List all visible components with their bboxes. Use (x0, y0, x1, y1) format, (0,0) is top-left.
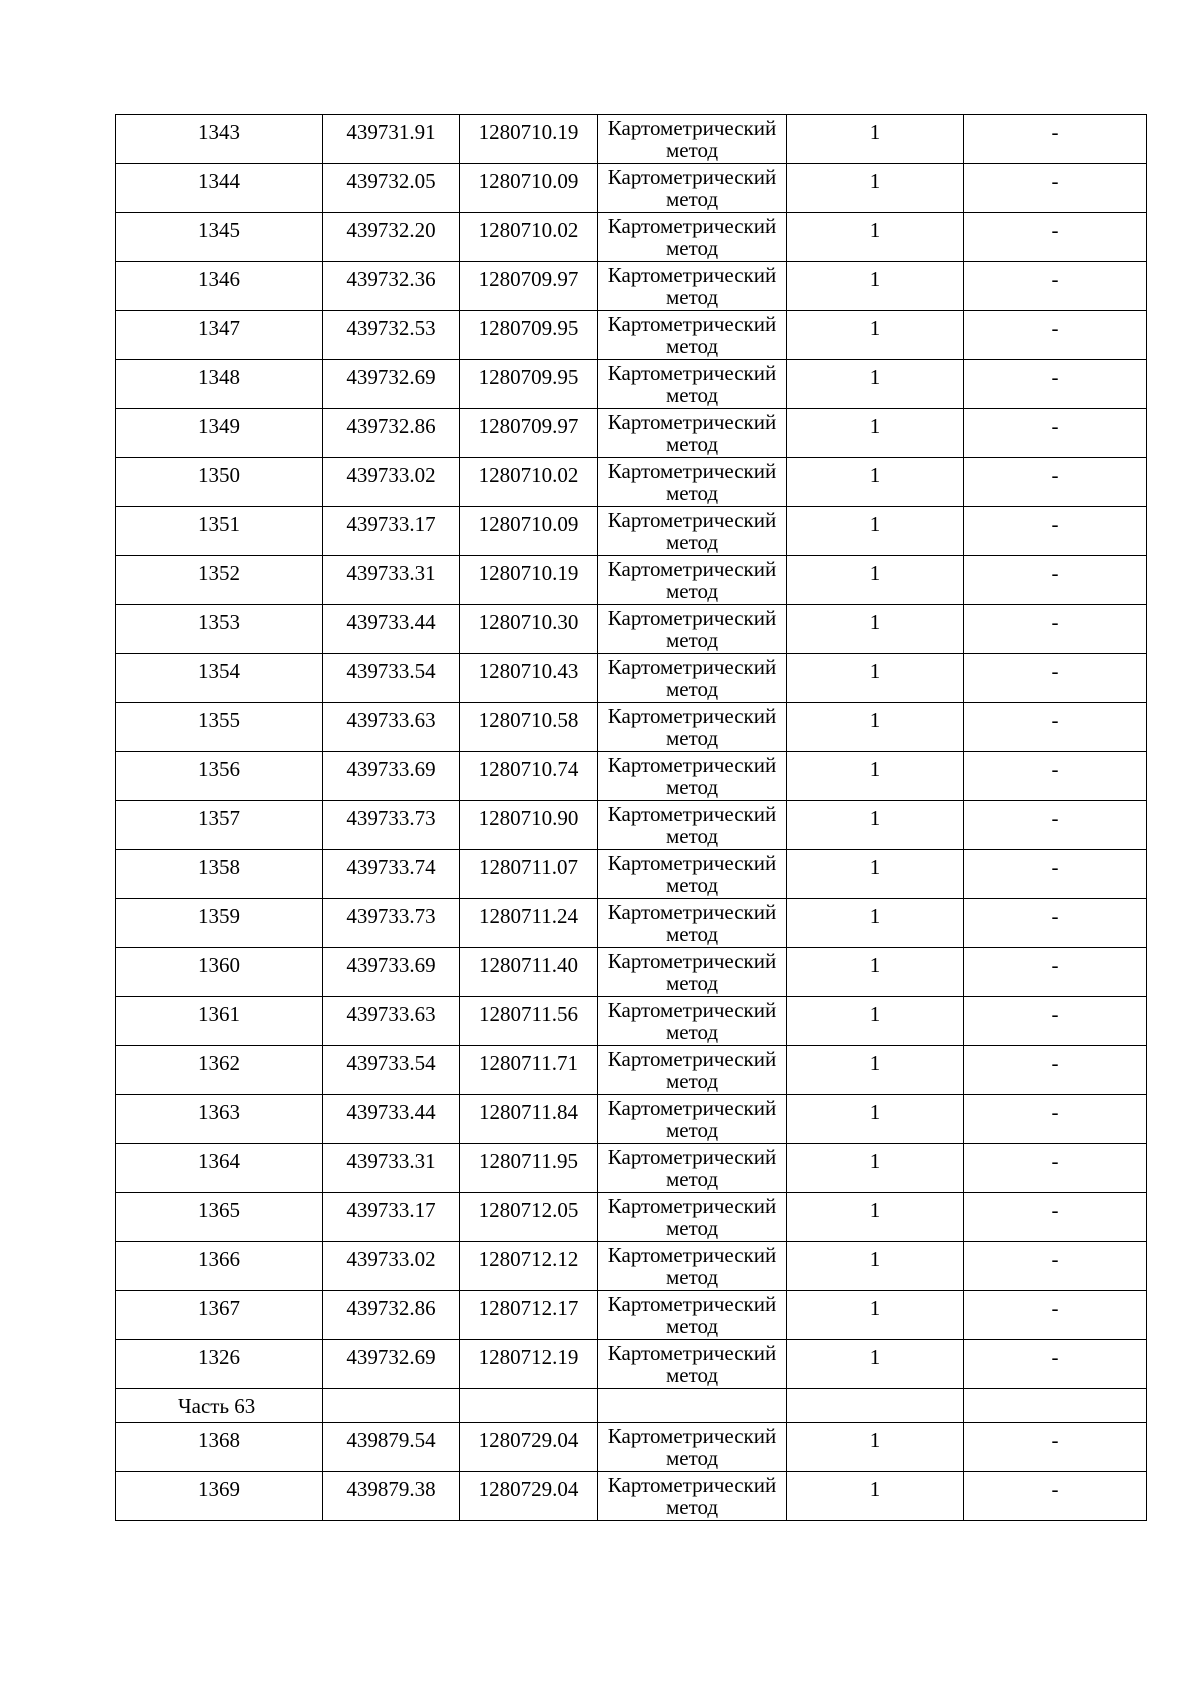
note-cell: - (964, 752, 1147, 801)
method-line-1: Картометрический (607, 949, 777, 973)
table-row (116, 311, 1147, 360)
note-cell: - (964, 360, 1147, 409)
point-number-cell: 1363 (116, 1095, 323, 1144)
accuracy-cell: 1 (787, 115, 964, 164)
y-coordinate-cell: 1280710.02 (460, 458, 598, 507)
accuracy-cell: 1 (787, 164, 964, 213)
x-coordinate-cell: 439733.54 (323, 654, 460, 703)
method-cell (598, 1144, 787, 1193)
accuracy-cell: 1 (787, 1291, 964, 1340)
y-coordinate-cell: 1280712.05 (460, 1193, 598, 1242)
note-cell: - (964, 311, 1147, 360)
accuracy-cell: 1 (787, 311, 964, 360)
method-cell (598, 1095, 787, 1144)
method-line-2: метод (665, 481, 719, 505)
method-line-2: метод (665, 334, 719, 358)
method-cell (598, 703, 787, 752)
table-row (116, 899, 1147, 948)
table-row (116, 262, 1147, 311)
y-coordinate-cell: 1280710.02 (460, 213, 598, 262)
note-cell: - (964, 164, 1147, 213)
section-empty-cell (323, 1389, 460, 1423)
method-cell (598, 1046, 787, 1095)
y-coordinate-cell: 1280709.95 (460, 360, 598, 409)
method-line-1: Картометрический (607, 998, 777, 1022)
y-coordinate-cell: 1280710.43 (460, 654, 598, 703)
accuracy-cell: 1 (787, 213, 964, 262)
method-line-1: Картометрический (607, 1424, 777, 1448)
table-row (116, 948, 1147, 997)
method-cell (598, 1472, 787, 1521)
x-coordinate-cell: 439733.44 (323, 605, 460, 654)
method-line-2: метод (665, 1020, 719, 1044)
note-cell: - (964, 605, 1147, 654)
point-number-cell: 1354 (116, 654, 323, 703)
method-line-2: метод (665, 432, 719, 456)
x-coordinate-cell: 439733.73 (323, 801, 460, 850)
y-coordinate-cell: 1280711.56 (460, 997, 598, 1046)
note-cell: - (964, 899, 1147, 948)
coordinates-table-body (116, 115, 1147, 1521)
accuracy-cell: 1 (787, 1423, 964, 1472)
x-coordinate-cell: 439733.02 (323, 458, 460, 507)
accuracy-cell: 1 (787, 1340, 964, 1389)
x-coordinate-cell: 439732.20 (323, 213, 460, 262)
y-coordinate-cell: 1280711.84 (460, 1095, 598, 1144)
note-cell: - (964, 115, 1147, 164)
table-row (116, 1423, 1147, 1472)
y-coordinate-cell: 1280709.97 (460, 262, 598, 311)
method-cell (598, 948, 787, 997)
y-coordinate-cell: 1280710.09 (460, 507, 598, 556)
x-coordinate-cell: 439733.63 (323, 997, 460, 1046)
table-row (116, 654, 1147, 703)
y-coordinate-cell: 1280709.95 (460, 311, 598, 360)
method-line-1: Картометрический (607, 263, 777, 287)
method-line-1: Картометрический (607, 655, 777, 679)
y-coordinate-cell: 1280710.90 (460, 801, 598, 850)
y-coordinate-cell: 1280711.24 (460, 899, 598, 948)
point-number-cell: 1366 (116, 1242, 323, 1291)
note-cell: - (964, 948, 1147, 997)
method-line-2: метод (665, 1495, 719, 1519)
method-line-2: метод (665, 628, 719, 652)
y-coordinate-cell: 1280711.71 (460, 1046, 598, 1095)
point-number-cell: 1359 (116, 899, 323, 948)
method-line-2: метод (665, 1069, 719, 1093)
table-row (116, 605, 1147, 654)
table-row (116, 850, 1147, 899)
point-number-cell: 1347 (116, 311, 323, 360)
table-row (116, 507, 1147, 556)
method-cell (598, 409, 787, 458)
x-coordinate-cell: 439733.63 (323, 703, 460, 752)
x-coordinate-cell: 439732.69 (323, 360, 460, 409)
x-coordinate-cell: 439733.73 (323, 899, 460, 948)
method-line-1: Картометрический (607, 1292, 777, 1316)
table-row (116, 360, 1147, 409)
accuracy-cell: 1 (787, 605, 964, 654)
note-cell: - (964, 1291, 1147, 1340)
coordinates-table (115, 114, 1147, 1521)
section-empty-cell (460, 1389, 598, 1423)
table-row (116, 1291, 1147, 1340)
method-cell (598, 752, 787, 801)
y-coordinate-cell: 1280711.07 (460, 850, 598, 899)
accuracy-cell: 1 (787, 409, 964, 458)
method-line-1: Картометрический (607, 361, 777, 385)
x-coordinate-cell: 439733.44 (323, 1095, 460, 1144)
method-line-1: Картометрический (607, 1243, 777, 1267)
x-coordinate-cell: 439732.36 (323, 262, 460, 311)
method-line-2: метод (665, 530, 719, 554)
x-coordinate-cell: 439733.69 (323, 948, 460, 997)
table-row (116, 458, 1147, 507)
y-coordinate-cell: 1280709.97 (460, 409, 598, 458)
point-number-cell: 1353 (116, 605, 323, 654)
x-coordinate-cell: 439732.86 (323, 409, 460, 458)
x-coordinate-cell: 439879.38 (323, 1472, 460, 1521)
accuracy-cell: 1 (787, 1472, 964, 1521)
method-line-1: Картометрический (607, 410, 777, 434)
method-cell (598, 1423, 787, 1472)
x-coordinate-cell: 439732.86 (323, 1291, 460, 1340)
method-cell (598, 556, 787, 605)
y-coordinate-cell: 1280712.19 (460, 1340, 598, 1389)
table-row (116, 1472, 1147, 1521)
point-number-cell: 1358 (116, 850, 323, 899)
x-coordinate-cell: 439733.17 (323, 1193, 460, 1242)
point-number-cell: 1349 (116, 409, 323, 458)
note-cell: - (964, 1340, 1147, 1389)
note-cell: - (964, 507, 1147, 556)
point-number-cell: 1362 (116, 1046, 323, 1095)
y-coordinate-cell: 1280710.58 (460, 703, 598, 752)
method-line-1: Картометрический (607, 1096, 777, 1120)
method-line-1: Картометрический (607, 704, 777, 728)
method-cell (598, 850, 787, 899)
method-line-2: метод (665, 922, 719, 946)
method-cell (598, 213, 787, 262)
accuracy-cell: 1 (787, 752, 964, 801)
accuracy-cell: 1 (787, 703, 964, 752)
method-cell (598, 1340, 787, 1389)
method-cell (598, 605, 787, 654)
point-number-cell: 1348 (116, 360, 323, 409)
x-coordinate-cell: 439733.54 (323, 1046, 460, 1095)
section-row (116, 1389, 1147, 1423)
y-coordinate-cell: 1280712.12 (460, 1242, 598, 1291)
accuracy-cell: 1 (787, 899, 964, 948)
table-row (116, 1046, 1147, 1095)
y-coordinate-cell: 1280710.30 (460, 605, 598, 654)
point-number-cell: 1355 (116, 703, 323, 752)
method-line-2: метод (665, 187, 719, 211)
note-cell: - (964, 409, 1147, 458)
table-row (116, 703, 1147, 752)
note-cell: - (964, 801, 1147, 850)
note-cell: - (964, 654, 1147, 703)
method-line-1: Картометрический (607, 1047, 777, 1071)
x-coordinate-cell: 439733.02 (323, 1242, 460, 1291)
method-cell (598, 801, 787, 850)
note-cell: - (964, 703, 1147, 752)
note-cell: - (964, 556, 1147, 605)
method-line-1: Картометрический (607, 1145, 777, 1169)
method-line-2: метод (665, 873, 719, 897)
point-number-cell: 1369 (116, 1472, 323, 1521)
y-coordinate-cell: 1280710.74 (460, 752, 598, 801)
method-line-2: метод (665, 1446, 719, 1470)
method-cell (598, 360, 787, 409)
method-cell (598, 458, 787, 507)
method-line-2: метод (665, 236, 719, 260)
point-number-cell: 1350 (116, 458, 323, 507)
x-coordinate-cell: 439733.31 (323, 1144, 460, 1193)
section-empty-cell (787, 1389, 964, 1423)
method-cell (598, 997, 787, 1046)
accuracy-cell: 1 (787, 458, 964, 507)
y-coordinate-cell: 1280710.19 (460, 115, 598, 164)
method-line-2: метод (665, 1216, 719, 1240)
method-line-2: метод (665, 677, 719, 701)
method-line-1: Картометрический (607, 312, 777, 336)
table-row (116, 409, 1147, 458)
table-row (116, 213, 1147, 262)
method-line-1: Картометрический (607, 1194, 777, 1218)
note-cell: - (964, 1193, 1147, 1242)
section-label: Часть 63 (116, 1389, 323, 1423)
accuracy-cell: 1 (787, 507, 964, 556)
point-number-cell: 1361 (116, 997, 323, 1046)
method-cell (598, 115, 787, 164)
accuracy-cell: 1 (787, 1095, 964, 1144)
accuracy-cell: 1 (787, 556, 964, 605)
x-coordinate-cell: 439732.53 (323, 311, 460, 360)
section-empty-cell (964, 1389, 1147, 1423)
accuracy-cell: 1 (787, 997, 964, 1046)
method-line-1: Картометрический (607, 459, 777, 483)
x-coordinate-cell: 439733.69 (323, 752, 460, 801)
table-row (116, 556, 1147, 605)
y-coordinate-cell: 1280729.04 (460, 1423, 598, 1472)
table-row (116, 1242, 1147, 1291)
x-coordinate-cell: 439733.31 (323, 556, 460, 605)
table-row (116, 164, 1147, 213)
accuracy-cell: 1 (787, 262, 964, 311)
method-cell (598, 164, 787, 213)
method-line-1: Картометрический (607, 557, 777, 581)
point-number-cell: 1365 (116, 1193, 323, 1242)
method-line-2: метод (665, 1314, 719, 1338)
point-number-cell: 1368 (116, 1423, 323, 1472)
x-coordinate-cell: 439879.54 (323, 1423, 460, 1472)
section-empty-cell (598, 1389, 787, 1423)
accuracy-cell: 1 (787, 801, 964, 850)
method-line-1: Картометрический (607, 802, 777, 826)
point-number-cell: 1343 (116, 115, 323, 164)
accuracy-cell: 1 (787, 948, 964, 997)
method-line-2: метод (665, 1118, 719, 1142)
point-number-cell: 1345 (116, 213, 323, 262)
method-line-1: Картометрический (607, 753, 777, 777)
note-cell: - (964, 1472, 1147, 1521)
method-line-1: Картометрический (607, 508, 777, 532)
method-line-2: метод (665, 1167, 719, 1191)
note-cell: - (964, 262, 1147, 311)
x-coordinate-cell: 439733.17 (323, 507, 460, 556)
accuracy-cell: 1 (787, 850, 964, 899)
table-row (116, 115, 1147, 164)
note-cell: - (964, 997, 1147, 1046)
method-line-1: Картометрический (607, 165, 777, 189)
point-number-cell: 1326 (116, 1340, 323, 1389)
method-cell (598, 899, 787, 948)
note-cell: - (964, 1144, 1147, 1193)
method-line-1: Картометрический (607, 214, 777, 238)
point-number-cell: 1352 (116, 556, 323, 605)
method-line-2: метод (665, 579, 719, 603)
table-row (116, 1193, 1147, 1242)
x-coordinate-cell: 439731.91 (323, 115, 460, 164)
method-line-2: метод (665, 824, 719, 848)
method-line-2: метод (665, 971, 719, 995)
note-cell: - (964, 850, 1147, 899)
y-coordinate-cell: 1280711.40 (460, 948, 598, 997)
y-coordinate-cell: 1280729.04 (460, 1472, 598, 1521)
method-cell (598, 1291, 787, 1340)
method-line-2: метод (665, 775, 719, 799)
method-line-1: Картометрический (607, 1341, 777, 1365)
note-cell: - (964, 1423, 1147, 1472)
note-cell: - (964, 1046, 1147, 1095)
accuracy-cell: 1 (787, 1242, 964, 1291)
point-number-cell: 1344 (116, 164, 323, 213)
y-coordinate-cell: 1280712.17 (460, 1291, 598, 1340)
x-coordinate-cell: 439732.69 (323, 1340, 460, 1389)
method-line-1: Картометрический (607, 606, 777, 630)
method-line-2: метод (665, 285, 719, 309)
accuracy-cell: 1 (787, 1193, 964, 1242)
note-cell: - (964, 213, 1147, 262)
method-cell (598, 262, 787, 311)
x-coordinate-cell: 439733.74 (323, 850, 460, 899)
method-line-2: метод (665, 1363, 719, 1387)
y-coordinate-cell: 1280710.09 (460, 164, 598, 213)
method-line-2: метод (665, 138, 719, 162)
method-line-1: Картометрический (607, 851, 777, 875)
note-cell: - (964, 1242, 1147, 1291)
point-number-cell: 1360 (116, 948, 323, 997)
table-row (116, 1095, 1147, 1144)
method-line-1: Картометрический (607, 116, 777, 140)
note-cell: - (964, 458, 1147, 507)
point-number-cell: 1351 (116, 507, 323, 556)
method-line-1: Картометрический (607, 1473, 777, 1497)
method-line-1: Картометрический (607, 900, 777, 924)
method-cell (598, 1193, 787, 1242)
method-line-2: метод (665, 726, 719, 750)
table-row (116, 752, 1147, 801)
point-number-cell: 1357 (116, 801, 323, 850)
table-row (116, 801, 1147, 850)
method-cell (598, 507, 787, 556)
point-number-cell: 1364 (116, 1144, 323, 1193)
note-cell: - (964, 1095, 1147, 1144)
accuracy-cell: 1 (787, 360, 964, 409)
method-line-2: метод (665, 1265, 719, 1289)
accuracy-cell: 1 (787, 1144, 964, 1193)
accuracy-cell: 1 (787, 654, 964, 703)
point-number-cell: 1356 (116, 752, 323, 801)
accuracy-cell: 1 (787, 1046, 964, 1095)
y-coordinate-cell: 1280711.95 (460, 1144, 598, 1193)
y-coordinate-cell: 1280710.19 (460, 556, 598, 605)
method-cell (598, 654, 787, 703)
table-row (116, 1340, 1147, 1389)
method-cell (598, 311, 787, 360)
point-number-cell: 1346 (116, 262, 323, 311)
x-coordinate-cell: 439732.05 (323, 164, 460, 213)
method-line-2: метод (665, 383, 719, 407)
method-cell (598, 1242, 787, 1291)
point-number-cell: 1367 (116, 1291, 323, 1340)
table-row (116, 997, 1147, 1046)
table-row (116, 1144, 1147, 1193)
